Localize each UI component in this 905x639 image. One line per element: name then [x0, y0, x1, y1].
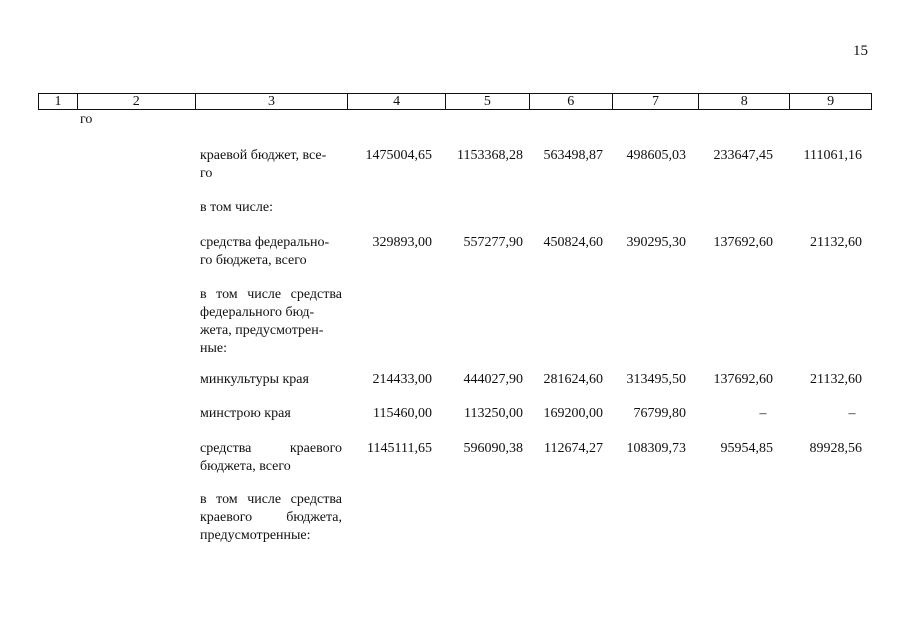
header-col-2: 2 [78, 94, 196, 109]
value-col-5: 596090,38 [463, 441, 523, 456]
row-label: средства федерально- го бюджета, всего [200, 235, 330, 268]
page-number: 15 [853, 43, 868, 59]
continuation-text: го [80, 112, 93, 127]
value-col-8: 95954,85 [720, 441, 773, 456]
row-label: в том числе средства федерального бюд- жета, предусмотрен- ные: [200, 287, 342, 356]
header-col-4: 4 [348, 94, 446, 109]
value-col-7: 390295,30 [626, 235, 686, 250]
row-label: в том числе средства краевого бюджета, предусмотренные: [200, 492, 342, 543]
value-col-6: 563498,87 [543, 148, 603, 163]
value-col-7: 76799,80 [633, 406, 686, 421]
value-col-7: 498605,03 [626, 148, 686, 163]
value-col-8: 137692,60 [713, 372, 773, 387]
header-col-1: 1 [39, 94, 78, 109]
value-col-8: 233647,45 [713, 148, 773, 163]
value-col-6: 169200,00 [543, 406, 603, 421]
header-col-5: 5 [446, 94, 530, 109]
value-col-9: 89928,56 [809, 441, 862, 456]
header-col-6: 6 [530, 94, 613, 109]
value-col-5: 557277,90 [463, 235, 523, 250]
value-col-4: 1475004,65 [365, 148, 432, 163]
row-label: минстрою края [200, 406, 291, 421]
value-col-9: 111061,16 [803, 148, 862, 163]
value-col-4: 214433,00 [372, 372, 432, 387]
value-col-9: 21132,60 [810, 235, 862, 250]
header-col-7: 7 [613, 94, 700, 109]
value-col-6: 450824,60 [543, 235, 603, 250]
header-col-3: 3 [196, 94, 349, 109]
value-col-7: 108309,73 [626, 441, 686, 456]
value-col-8: – [759, 406, 767, 421]
value-col-5: 1153368,28 [457, 148, 523, 163]
row-label: краевой бюджет, все- го [200, 148, 327, 181]
value-col-4: 115460,00 [373, 406, 432, 421]
value-col-6: 281624,60 [543, 372, 603, 387]
value-col-7: 313495,50 [626, 372, 686, 387]
value-col-9: – [848, 406, 856, 421]
value-col-5: 444027,90 [463, 372, 523, 387]
column-number-header [38, 93, 872, 110]
value-col-9: 21132,60 [810, 372, 862, 387]
value-col-4: 329893,00 [372, 235, 432, 250]
header-col-8: 8 [699, 94, 790, 109]
value-col-8: 137692,60 [713, 235, 773, 250]
value-col-4: 1145111,65 [367, 441, 432, 456]
row-label: средства краевого бюджета, всего [200, 441, 342, 474]
value-col-6: 112674,27 [544, 441, 603, 456]
row-label: в том числе: [200, 200, 273, 215]
value-col-5: 113250,00 [464, 406, 523, 421]
row-label: минкультуры края [200, 372, 309, 387]
header-col-9: 9 [827, 94, 835, 109]
